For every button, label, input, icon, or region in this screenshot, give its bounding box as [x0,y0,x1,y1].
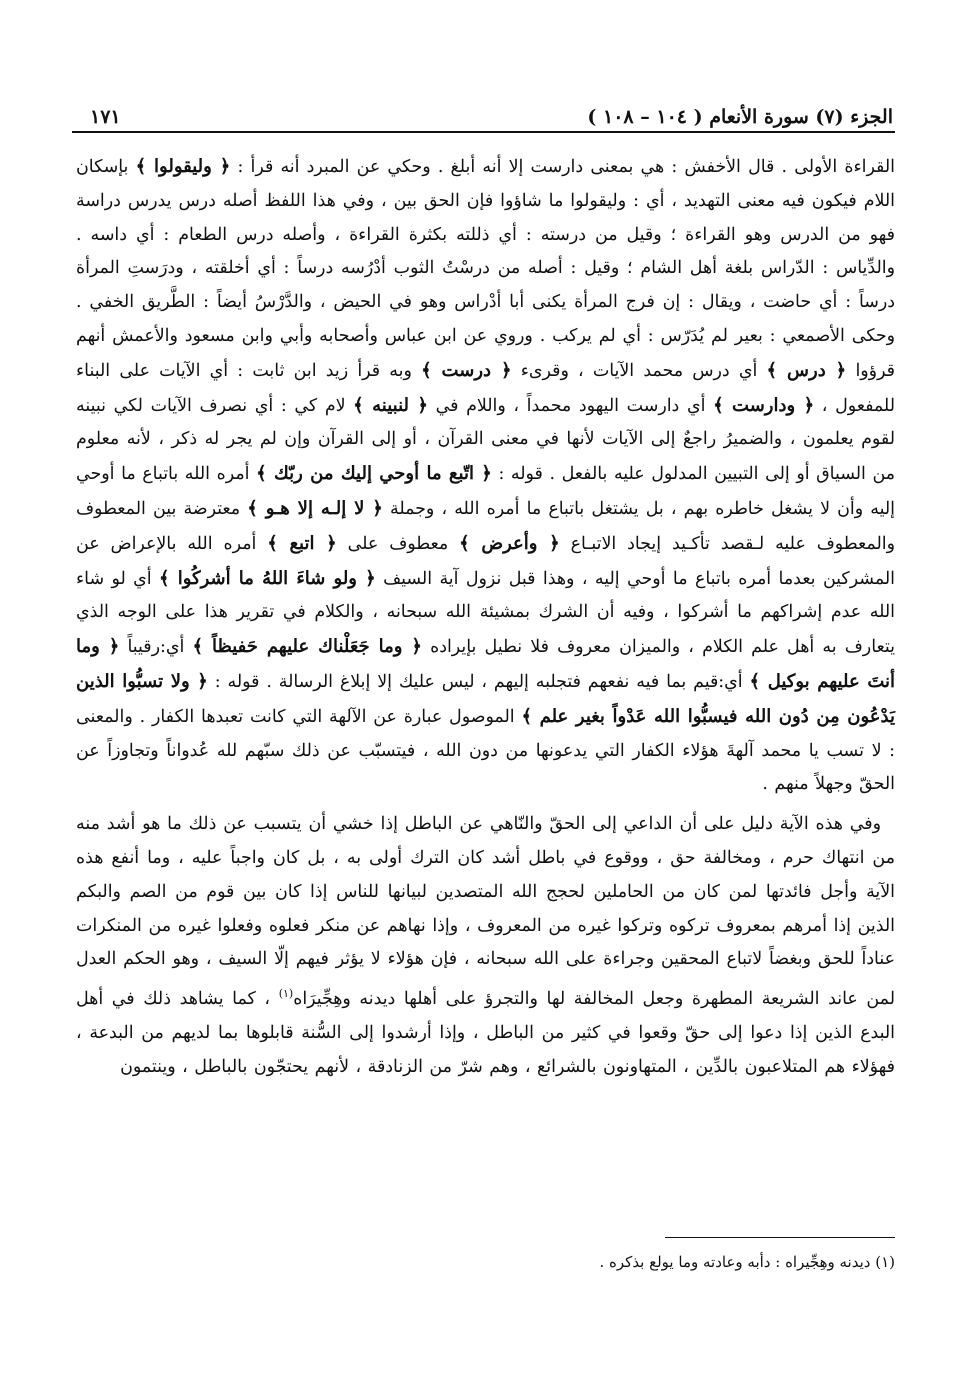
quran-quote: ﴿ وليقولوا ﴾ [135,156,231,177]
text-run: أي درس محمد الآيات ، وقرىء [511,360,767,381]
quran-quote: ﴿ ودارست ﴾ [713,394,815,416]
footnote: (١) ديدنه وهِجِّيراه : دأبه وعادته وما يولع بذكره . [599,1253,895,1271]
footnote-rule [665,1237,895,1238]
text-run: معطوف على [336,533,460,554]
quran-quote: ﴿ لنبينه ﴾ [353,394,428,416]
quran-quote: ﴿ ولا تسبُّوا الذين يَدْعُون مِن دُون الله فيسبُّوا الله عَدْواً بغير علم ﴾ [76,670,895,727]
text-run: أمره الله باتباع ما أوحي إليه وأن لا يشغل خاطره بهم ، بل يشتغل باتباع ما أمره الله ، وجملة [76,464,895,519]
quran-quote: ﴿ درس ﴾ [766,359,847,381]
text-run: أي:رقيباً [119,637,193,658]
text-run: الموصول عبارة عن الآلهة التي كانت تعبدها الكفار . والمعنى : لا تسب يا محمد آلهةَ هؤلاء الكفار التي يدعونها من دون الله ، فيتسبّب عن ذلك سبّهم لله عُدواناً وتجاوزاً عن الحقّ وجهلاً منهم . [76,706,895,795]
text-run: لام كي : أي نصرف الآيات لكي نبينه لقوم يعلمون ، والضميرُ راجعٌ إلى الآيات لأنها في معنى القرآن ، أو إلى القرآن وإن لم يجر له ذكر ، لأنه معلوم من السياق أو إلى التبيين المدلول عليه بالفعل . قوله : [76,395,895,485]
text-run: ، كما يشاهد ذلك في أهل البدع الذين إذا دعوا إلى حقّ وقعوا في كثير من الباطل ، وإذا أرشدوا إلى السُّنة قابلوها بما لديهم من البدعة ، فهؤلاء هم المتلاعبون بالدِّين ، المتهاونون بالشرائع ، وهم شرّ من الزنادقة ، لأنهم يحتجّون بالباطل ، وينتمون [76,988,895,1077]
quran-quote: ﴿ وأعرض ﴾ [459,532,560,554]
quran-quote: ﴿ ولو شاءَ اللهُ ما أشركُوا ﴾ [159,567,376,589]
footnote-reference[interactable]: (١) [278,987,294,1001]
running-header [90,98,893,128]
text-run: أي دارست اليهود محمداً ، واللام في [427,395,714,416]
quran-quote: ﴿ وما جَعَلْناك عليهم حَفيظاً ﴾ [192,636,422,658]
text-run: وفي هذه الآية دليل على أن الداعي إلى الحقّ والنّاهي عن الباطل إذا خشي أن يتسبب عن ذلك ما هو أشد منه من انتهاك حرم ، ومخالفة حق ، ووقوع في باطل أشد كان الترك أولى به ، بل كان واجباً عليه ، وما أنفع هذه الآية وأجل فائدتها لمن كان من الحاملين لحجج الله المتصدين لبيانها للناس إذا كان بين قوم من الصم والبكم الذين إذا أمرهم بمعروف تركوه وتركوا غيره من المعروف ، وإذا نهاهم عن منكر فعلوه وفعلوا غيره من المنكرات عناداً للحق وبغضاً لاتباع المحقين وجراءة على الله سبحانه ، فإن هؤلاء لا يؤثر فيهم إلّا السيف ، وهو الحكم العدل لمن عاند الشريعة المطهرة وجعل المخالفة لها والتجرؤ على أهلها ديدنه وهِجِّيرَاه [76,814,895,1009]
quran-quote: ﴿ اتبع ﴾ [267,532,337,554]
text-run: أي لو شاء الله عدم إشراكهم ما أشركوا ، وفيه أن الشرك بمشيئة الله سبحانه ، والكلام في تقرير هذا على الوجه الذي يتعارف به أهل علم الكلام ، والميزان معروف فلا نطيل بإيراده [76,568,896,658]
text-run: أمره الله بالإعراض عن المشركين بعدما أمره باتباع ما أوحي إليه ، وهذا قبل نزول آية السيف [76,533,895,589]
text-run: القراءة الأولى . قال الأخفش : هي بمعنى دارست إلا أنه أبلغ . وحكي عن المبرد أنه قرأ : [230,157,895,177]
paragraph-lesson [76,808,895,1084]
quran-quote: ﴿ لا إلـه إلا هـو ﴾ [247,497,383,519]
quran-quote: ﴿ وما أنتَ عليهم بوكيل ﴾ [76,636,896,692]
text-run: بإسكان اللام فيكون فيه معنى التهديد ، أي : وليقولوا ما شاؤوا فإن الحق بين ، وفي هذا اللفظ أصله درس يدرس دراسة فهو من الدرس وهو القراءة ؛ وقيل من درسته : أي ذللته بكثرة القراءة ، وأصله درس الطعام : أي داسه . والدِّياس : الدّراس بلغة أهل الشام ؛ وقيل : أصله من درسْتُ الثوب أدْرُسه درساً : أي أخلقته ، ودرَستِ المرأة درساً : أي حاضت ، ويقال : إن فرج المرأة يكنى أبا أدْراس وهو في الحيض ، والدَّرْسُ أيضاً : الطَّريق الخفي . وحكى الأصمعي : بعير لم يُدَرّس : أي لم يركب . وروي عن ابن عباس وأصحابه وأبي وابن مسعود والأعمش أنهم قرؤوا [76,157,895,381]
quran-quote: ﴿ اتّبع ما أوحي إليك من ربّك ﴾ [256,463,492,485]
text-run: معترضة بين المعطوف والمعطوف عليه لـقصد تأكـيد إيجاد الاتبـاع [76,498,895,554]
paragraph-commentary [76,150,895,802]
text-run: وبه قرأ زيد ابن ثابت : أي الآيات على البناء للمفعول ، [76,360,895,416]
header-rule [72,131,895,133]
page-number: ١٧١ [90,106,121,128]
quran-quote: ﴿ درست ﴾ [421,359,512,381]
main-text [76,150,895,1084]
text-run: أي:قيم بما فيه نفعهم فتجلبه إليهم ، ليس عليك إلا إبلاغ الرسالة . قوله : [207,671,750,692]
running-title: الجزء (٧) سورة الأنعام ( ١٠٤ – ١٠٨ ) [587,106,893,128]
